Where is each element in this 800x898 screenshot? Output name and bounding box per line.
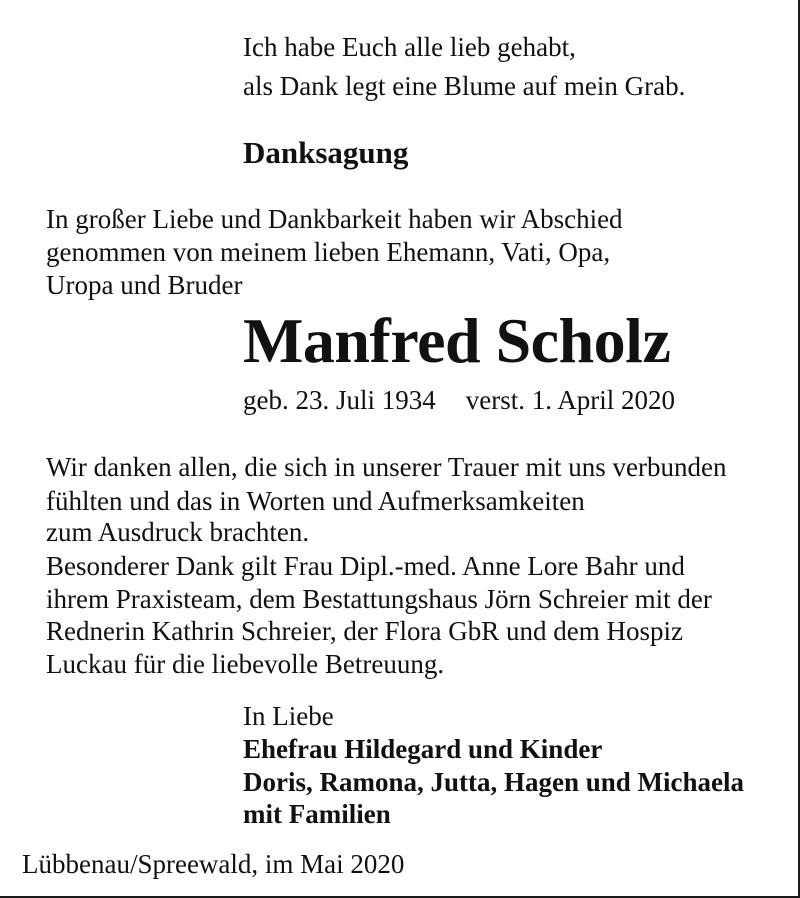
intro-line-1: In großer Liebe und Dankbarkeit haben wir Abschied [46,204,623,234]
intro-line-2: genommen von meinem lieben Ehemann, Vati, Opa, [46,237,611,267]
intro-line-3: Uropa und Bruder [46,270,243,300]
deceased-name: Manfred Scholz [243,305,671,376]
place-and-date: Lübbenau/Spreewald, im Mai 2020 [22,849,405,879]
signature-closing: In Liebe [243,701,334,731]
birth-date: geb. 23. Juli 1934 [243,385,436,415]
thanks-line-3: zum Ausdruck brachten. [46,517,310,547]
signature-line-2: Doris, Ramona, Jutta, Hagen und Michaela [243,767,745,797]
thanks-line-2: fühlten und das in Worten und Aufmerksamkeiten [46,486,585,516]
verse-line-2: als Dank legt eine Blume auf mein Grab. [243,71,686,101]
thanks-line-7: Luckau für die liebevolle Betreuung. [46,649,445,679]
notice-heading: Danksagung [243,135,409,170]
thanks-line-1: Wir danken allen, die sich in unserer Trauer mit uns verbunden [46,452,727,482]
death-date: verst. 1. April 2020 [465,385,675,415]
signature-line-1: Ehefrau Hildegard und Kinder [243,734,603,764]
thanks-line-5: ihrem Praxisteam, dem Bestattungshaus Jörn Schreier mit der [46,584,712,614]
signature-line-3: mit Familien [243,799,391,829]
verse-line-1: Ich habe Euch alle lieb gehabt, [243,32,576,62]
thanks-line-4: Besonderer Dank gilt Frau Dipl.-med. Anne Lore Bahr und [46,551,685,581]
life-dates [243,384,675,417]
thanks-line-6: Rednerin Kathrin Schreier, der Flora GbR und dem Hospiz [46,616,684,646]
